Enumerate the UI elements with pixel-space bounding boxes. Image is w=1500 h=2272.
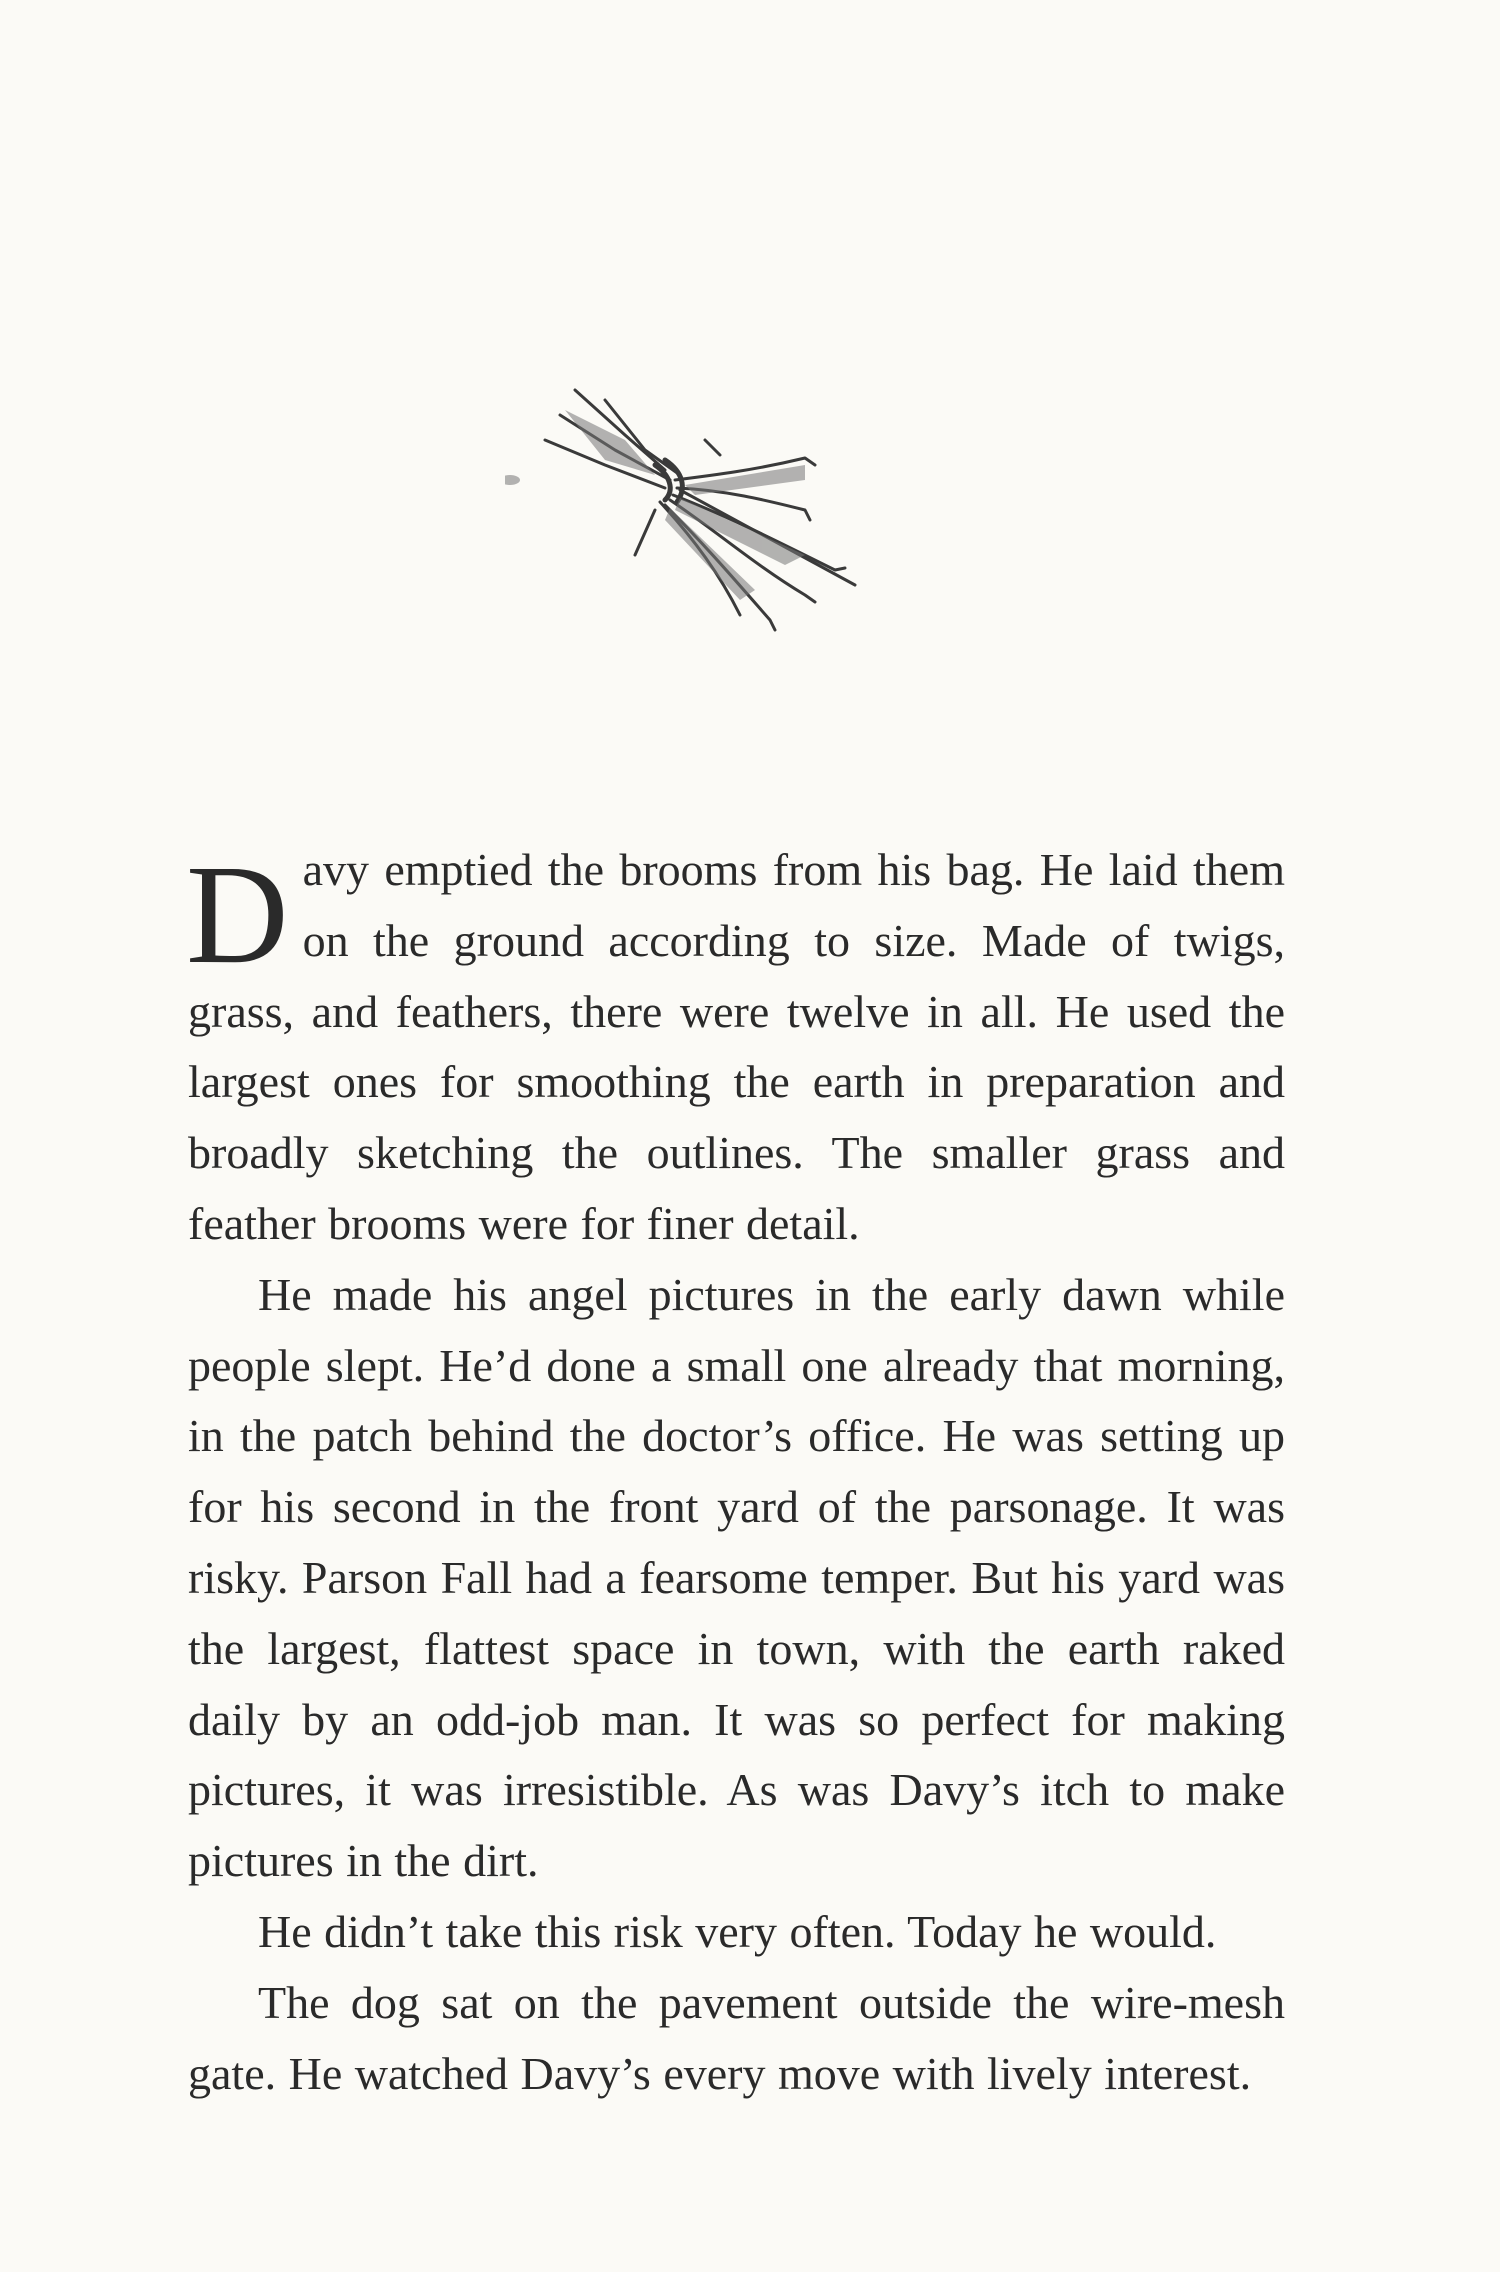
- chapter-text: [188, 835, 1285, 2109]
- paragraph-1-text: avy emptied the brooms from his bag. He laid them on the ground according to size. Made of twigs, grass, and feathers, there were twelve in all. He used the largest ones for smoothing the earth in preparation and broadly sketching the outlines. The smaller grass and feather brooms were for finer detail.: [188, 844, 1285, 1249]
- paragraph-1: [188, 835, 1285, 1260]
- drop-cap: D: [186, 835, 289, 993]
- paragraph-3: He didn’t take this risk very often. Today he would.: [258, 1905, 1217, 1957]
- twig-broom-icon: [505, 380, 985, 680]
- paragraph-4: The dog sat on the pavement outside the wire-mesh gate. He watched Davy’s every move with lively interest.: [188, 1976, 1285, 2099]
- paragraph-2: He made his angel pictures in the early dawn while people slept. He’d done a small one already that morning, in the patch behind the doctor’s office. He was setting up for his second in the front yard of the parsonage. It was risky. Parson Fall had a fearsome temper. But his yard was the largest, flattest space in town, with the earth raked daily by an odd-job man. It was so perfect for making pictures, it was irresistible. As was Davy’s itch to make pictures in the dirt.: [188, 1268, 1285, 1887]
